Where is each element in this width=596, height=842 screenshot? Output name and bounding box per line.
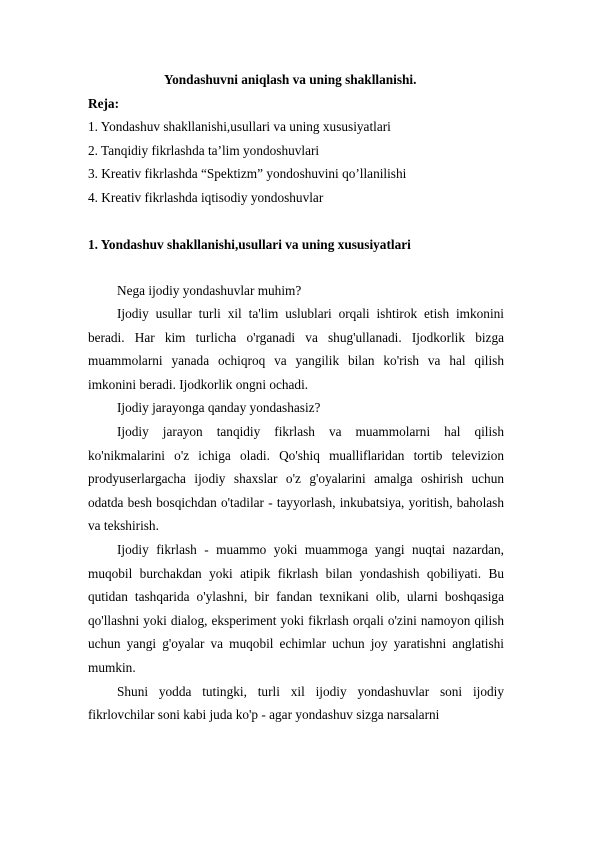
body-paragraph: Ijodiy jarayon tanqidiy fikrlash va muammolarni hal qilish ko'nikmalarini o'z ichiga oladi. Qo'shiq mualliflaridan tortib televizion prodyuserlargacha ijodiy shaxslar o'z g'oyalarini amalga oshirish uchun odatda besh bosqichdan o'tadilar - tayyorlash, inkubatsiya, yoritish, baholash va tekshirish. (88, 424, 504, 534)
body-paragraph: Shuni yodda tutingki, turli xil ijodiy yondashuvlar soni ijodiy fikrlovchilar soni kabi juda ko'p - agar yondashuv sizga narsalarni (88, 683, 504, 723)
body-paragraph: Ijodiy fikrlash - muammo yoki muammoga yangi nuqtai nazardan, muqobil burchakdan yoki atipik fikrlash bilan yondashish qobiliyati. Bu qutidan tashqarida o'ylashni, bir fandan texnikani olib, ularni boshqasiga qo'llashni yoki dialog, eksperiment yoki fikrlash orqali o'zini namoyon qilish uchun yangi g'oyalar va muqobil echimlar uchun joy yaratishni anglatishi mumkin. (88, 542, 504, 675)
body-paragraph: Ijodiy usullar turli xil ta'lim uslublari orqali ishtirok etish imkonini beradi. Har kim turlicha o'rganadi va shug'ullanadi. Ijodkorlik bizga muammolarni yanada ochiqroq va yangilik bilan ko'rish va hal qilish imkonini beradi. Ijodkorlik ongni ochadi. (88, 306, 504, 392)
plan-item-3: 3. Kreativ fikrlashda “Spektizm” yondoshuvini qo’llanilishi (88, 166, 407, 181)
question-paragraph: Ijodiy jarayonga qanday yondashasiz? (117, 400, 321, 416)
document-page (88, 68, 504, 727)
plan-item-4: 4. Kreativ fikrlashda iqtisodiy yondoshuvlar (88, 189, 324, 205)
plan-item-2: 2. Tanqidiy fikrlashda ta’lim yondoshuvlari (88, 142, 320, 158)
spacer (88, 209, 504, 233)
question-paragraph: Nega ijodiy yondashuvlar muhim? (117, 282, 302, 298)
spacer (88, 257, 504, 279)
section-heading: 1. Yondashuv shakllanishi,usullari va uning xususiyatlari (88, 237, 411, 252)
document-title: Yondashuvni aniqlash va uning shakllanishi. (164, 72, 417, 87)
plan-label: Reja: (88, 95, 120, 111)
plan-item-1: 1. Yondashuv shakllanishi,usullari va uning xususiyatlari (88, 119, 391, 134)
